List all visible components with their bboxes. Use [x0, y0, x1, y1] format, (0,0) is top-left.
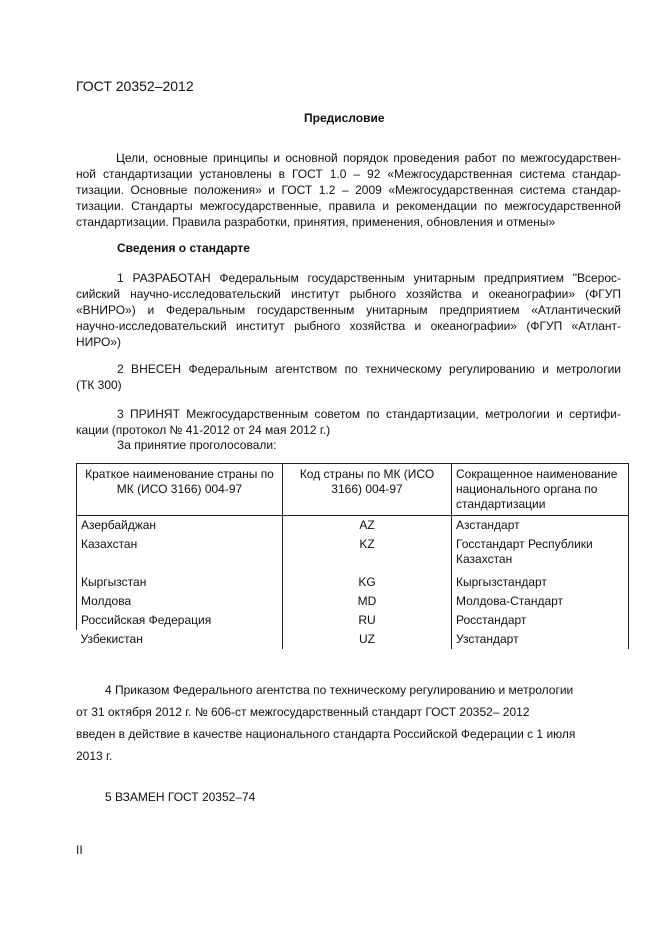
code-cell: KG — [283, 573, 452, 592]
column-header-code: Код страны по МК (ИСО 3166) 004-97 — [283, 464, 452, 516]
item-4-line: от 31 октября 2012 г. № 606-ст межгосударственный стандарт ГОСТ 20352– 2012 — [76, 705, 530, 719]
code-cell: UZ — [283, 630, 452, 649]
voting-table — [76, 463, 629, 649]
item-1-paragraph — [76, 270, 621, 350]
item-2-line: 2 ВНЕСЕН Федеральным агентством по техническому регулированию и метрологии — [117, 362, 621, 376]
country-cell: Российская Федерация — [77, 611, 283, 630]
body-cell: Азстандарт — [452, 516, 629, 536]
table-header-row — [77, 464, 629, 516]
preface-line: ной стандартизации установлены в ГОСТ 1.0 – 92 «Межгосударственная система стандар- — [76, 167, 621, 181]
body-cell: Кыргызстандарт — [452, 573, 629, 592]
item-1-line: сийский научно-исследовательский институт рыбного хозяйства и океанографии» (ФГУП — [76, 287, 621, 301]
item-1-line: НИРО») — [76, 335, 122, 349]
item-3-line: 3 ПРИНЯТ Межгосударственным советом по стандартизации, метрологии и сертифи- — [117, 407, 621, 421]
item-2-line: (ТК 300) — [76, 378, 122, 392]
voted-label: За принятие проголосовали: — [117, 438, 277, 452]
country-cell: Узбекистан — [77, 630, 283, 649]
code-cell: MD — [283, 592, 452, 611]
item-4-line: введен в действие в качестве национального стандарта Российской Федерации с 1 июля — [76, 727, 576, 741]
code-cell: AZ — [283, 516, 452, 536]
item-1-line: научно-исследовательский институт рыбного хозяйства и океанографии» (ФГУП «Атлант- — [76, 319, 621, 333]
preface-line: Цели, основные принципы и основной порядок проведения работ по межгосударствен- — [116, 151, 621, 165]
column-header-country: Краткое наименование страны по МК (ИСО 3166) 004-97 — [77, 464, 283, 516]
item-2-paragraph — [76, 361, 621, 393]
code-cell: KZ — [283, 535, 452, 573]
table-row — [77, 630, 629, 649]
item-4-line: 2013 г. — [76, 749, 113, 763]
item-4-line: 4 Приказом Федерального агентства по техническому регулированию и метрологии — [105, 683, 574, 697]
table-row — [77, 516, 629, 536]
item-1-line: «ВНИРО») и Федеральным государственным унитарным предприятием «Атлантический — [76, 303, 621, 317]
table-row — [77, 592, 629, 611]
preface-line: стандартизации. Правила разработки, принятия, применения, обновления и отмены» — [76, 215, 556, 229]
body-cell: Молдова-Стандарт — [452, 592, 629, 611]
item-3-line: кации (протокол № 41-2012 от 24 мая 2012 г.) — [76, 423, 331, 437]
table-row — [77, 611, 629, 630]
body-cell: Госстандарт Республики Казахстан — [452, 535, 629, 573]
item-1-line: 1 РАЗРАБОТАН Федеральным государственным унитарным предприятием "Всерос- — [117, 271, 621, 285]
document-header: ГОСТ 20352–2012 — [76, 78, 194, 94]
country-cell: Азербайджан — [77, 516, 283, 536]
item-5-line: 5 ВЗАМЕН ГОСТ 20352–74 — [105, 790, 256, 804]
item-3-paragraph — [76, 406, 621, 438]
preface-paragraph — [76, 150, 621, 230]
table-row — [77, 573, 629, 592]
page-number: II — [76, 843, 83, 857]
body-cell: Узстандарт — [452, 630, 629, 649]
preface-title: Предисловие — [304, 111, 385, 125]
standard-info-title: Сведения о стандарте — [117, 241, 250, 255]
column-header-body: Сокращенное наименование национального органа по стандартизации — [452, 464, 629, 516]
country-cell: Казахстан — [77, 535, 283, 573]
country-cell: Кыргызстан — [77, 573, 283, 592]
country-cell: Молдова — [77, 592, 283, 611]
body-cell: Росстандарт — [452, 611, 629, 630]
preface-line: тизации. Стандарты межгосударственные, правила и рекомендации по межгосударственной — [76, 199, 621, 213]
preface-line: тизации. Основные положения» и ГОСТ 1.2 – 2009 «Межгосударственная система стандар- — [76, 183, 621, 197]
table-row — [77, 535, 629, 573]
code-cell: RU — [283, 611, 452, 630]
